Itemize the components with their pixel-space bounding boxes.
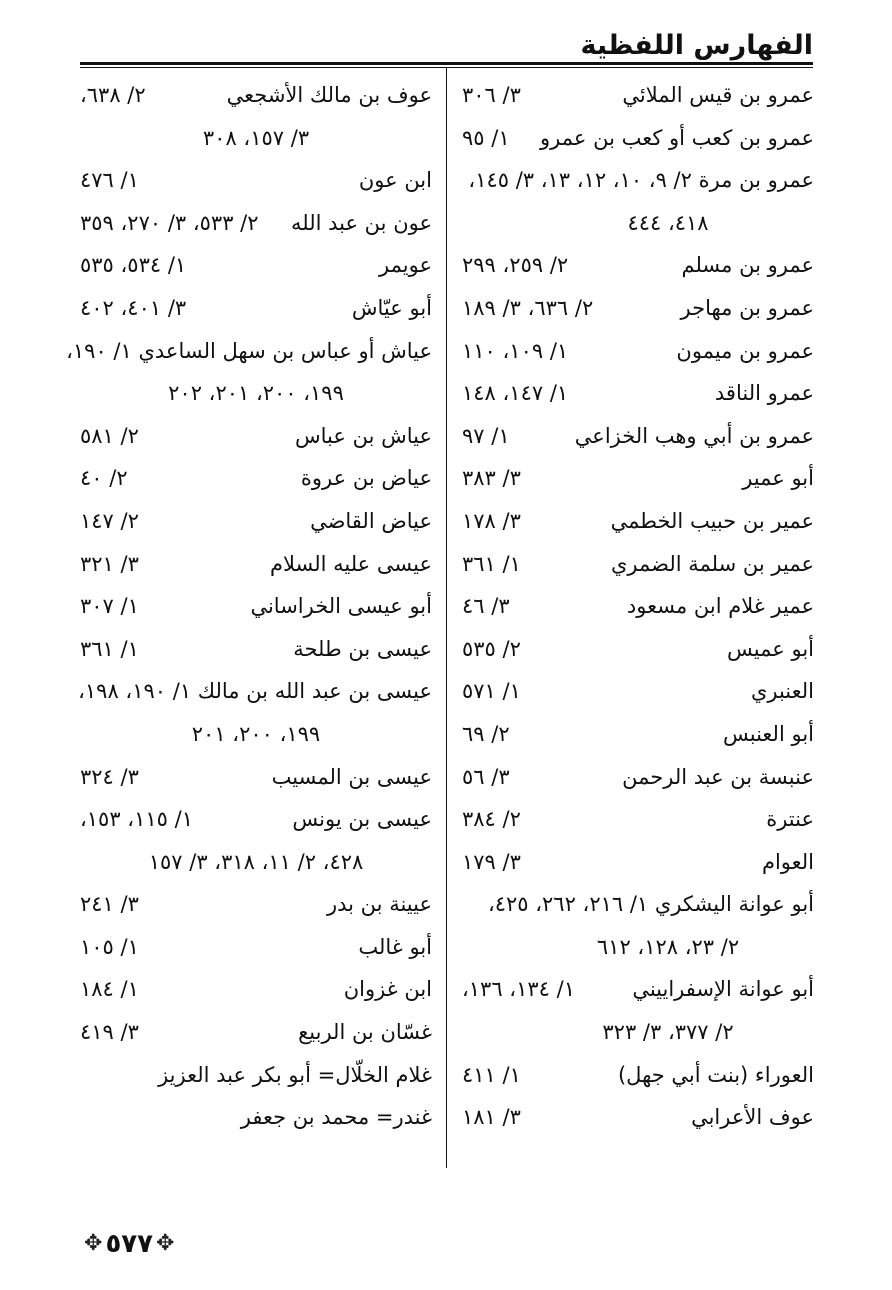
entry-name: أبو عيسى الخراساني [250, 594, 432, 619]
entry-name: ٤٢٨، ٢/ ١١، ٣١٨، ٣/ ١٥٧ [148, 849, 364, 874]
index-entry [80, 756, 432, 799]
index-entry [462, 585, 814, 628]
entry-name: ابن عون [358, 168, 432, 193]
index-entry [80, 202, 432, 245]
entry-name: عيسى عليه السلام [269, 551, 432, 576]
index-entry [462, 713, 814, 756]
entry-name: عمرو الناقد [714, 381, 814, 406]
entry-name: ٣/ ١٥٧، ٣٠٨ [202, 125, 310, 150]
entry-name: عويمر [379, 253, 432, 278]
index-entry [462, 798, 814, 841]
entry-reference: ١/ ٤١١ [462, 1062, 521, 1087]
index-entry [462, 543, 814, 586]
entry-name: ٤١٨، ٤٤٤ [627, 210, 709, 235]
entry-reference: ١/ ١٤٧، ١٤٨ [462, 381, 569, 406]
entry-name: أبو غالب [358, 934, 432, 959]
index-entry [80, 926, 432, 969]
index-entry [80, 457, 432, 500]
entry-reference: ٣/ ٣٢٤ [80, 764, 139, 789]
entry-reference: ٢/ ٥٣٥ [462, 636, 521, 661]
entry-name: أبو عميس [727, 636, 814, 661]
header-rule-thick [80, 62, 813, 65]
entry-reference: ٣/ ٣٨٣ [462, 466, 521, 491]
entry-reference: ٣/ ١٧٩ [462, 849, 521, 874]
index-entry [462, 500, 814, 543]
entry-name: العوام [761, 849, 814, 874]
index-entry [462, 117, 814, 160]
entry-name: عياض القاضي [310, 508, 432, 533]
entry-name: عمير غلام ابن مسعود [626, 594, 814, 619]
index-entry [462, 159, 814, 202]
index-entry [462, 628, 814, 671]
entry-name: عمرو بن مسلم [681, 253, 814, 278]
entry-name: عياض بن عروة [300, 466, 432, 491]
index-entry [462, 372, 814, 415]
entry-reference: ١/ ١٨٤ [80, 977, 139, 1002]
index-entry [66, 330, 432, 373]
entry-reference: ١/ ٣٦١ [80, 636, 139, 661]
entry-reference: ٣/ ١٧٨ [462, 508, 521, 533]
entry-name: عمرو بن مرة ٢/ ٩، ١٠، ١٢، ١٣، ٣/ ١٤٥، [468, 168, 814, 193]
entry-reference: ١/ ٥٣٤، ٥٣٥ [80, 253, 187, 278]
index-entry [462, 670, 814, 713]
index-entry [80, 117, 432, 160]
entry-name: أبو عمير [742, 466, 814, 491]
entry-name: عمير بن حبيب الخطمي [610, 508, 814, 533]
entry-name: غلام الخلّال= أبو بكر عبد العزيز [158, 1062, 432, 1087]
column-divider [446, 68, 447, 1168]
entry-name: عيينة بن بدر [327, 892, 432, 917]
index-entry [80, 798, 432, 841]
entry-name: عوف الأعرابي [691, 1105, 814, 1130]
index-entry [462, 287, 814, 330]
index-entry [80, 841, 432, 884]
index-entry [462, 244, 814, 287]
entry-reference: ٣/ ٥٦ [462, 764, 510, 789]
entry-name: أبو عوانة اليشكري ١/ ٢١٦، ٢٦٢، ٤٢٥، [487, 892, 814, 917]
index-entry [80, 244, 432, 287]
index-entry [80, 287, 432, 330]
entry-name: أبو العنبس [722, 721, 814, 746]
entry-name: عيسى بن المسيب [271, 764, 432, 789]
entry-name: عياش أو عباس بن سهل الساعدي ١/ ١٩٠، [66, 338, 432, 363]
index-entry [462, 330, 814, 373]
index-entry [462, 841, 814, 884]
entry-name: عمرو بن قيس الملائي [622, 83, 814, 107]
entry-reference: ٣/ ٤١٩ [80, 1020, 139, 1045]
entry-name: عيسى بن عبد الله بن مالك ١/ ١٩٠، ١٩٨، [78, 679, 432, 704]
ornament-icon: ✥ [156, 1231, 175, 1256]
index-entry [80, 1011, 432, 1054]
index-entry [462, 968, 814, 1011]
entry-name: عمير بن سلمة الضمري [610, 551, 814, 576]
entry-name: ٢/ ٢٣، ١٢٨، ٦١٢ [596, 934, 740, 959]
entry-name: عياش بن عباس [295, 423, 432, 448]
index-entry [462, 202, 814, 245]
entry-reference: ١/ ١١٥، ١٥٣، [80, 807, 193, 832]
entry-reference: ٢/ ٦٩ [462, 721, 510, 746]
index-entry [80, 74, 432, 117]
index-column-right [462, 74, 814, 1139]
index-entry [462, 1096, 814, 1139]
entry-reference: ١/ ٣٦١ [462, 551, 521, 576]
page-footer [84, 1227, 174, 1261]
entry-name: ١٩٩، ٢٠٠، ٢٠١ [191, 721, 321, 746]
index-entry [80, 628, 432, 671]
index-entry [462, 926, 814, 969]
page-number: ٥٧٧ [105, 1229, 154, 1259]
index-entry [80, 968, 432, 1011]
entry-name: عمرو بن كعب أو كعب بن عمرو [540, 125, 814, 150]
index-entry [80, 1054, 432, 1097]
entry-reference: ٢/ ٣٨٤ [462, 807, 521, 832]
entry-name: العنبري [750, 679, 814, 704]
entry-reference: ٢/ ١٤٧ [80, 508, 139, 533]
entry-name: عنبسة بن عبد الرحمن [622, 764, 814, 789]
entry-reference: ٣/ ٢٤١ [80, 892, 139, 917]
entry-reference: ١/ ٣٠٧ [80, 594, 139, 619]
entry-reference: ١/ ٩٧ [462, 423, 510, 448]
index-entry [80, 713, 432, 756]
index-entry [462, 883, 814, 926]
entry-name: ٢/ ٣٧٧، ٣/ ٣٢٣ [602, 1020, 734, 1045]
entry-name: عنترة [766, 807, 814, 832]
ornament-icon: ✥ [84, 1231, 103, 1256]
entry-name: عيسى بن يونس [292, 807, 432, 832]
index-entry [80, 585, 432, 628]
entry-reference: ٣/ ٤٠١، ٤٠٢ [80, 295, 187, 320]
index-entry [462, 457, 814, 500]
index-entry [80, 883, 432, 926]
entry-name: عمرو بن أبي وهب الخزاعي [574, 423, 814, 448]
entry-name: عيسى بن طلحة [293, 636, 432, 661]
entry-reference: ١/ ١٣٤، ١٣٦، [462, 977, 575, 1002]
entry-name: عون بن عبد الله [291, 210, 432, 235]
entry-name: ابن غزوان [343, 977, 432, 1002]
entry-reference: ٣/ ٣٢١ [80, 551, 139, 576]
index-entry [80, 159, 432, 202]
entry-name: ١٩٩، ٢٠٠، ٢٠١، ٢٠٢ [168, 381, 344, 406]
entry-reference: ٣/ ٣٠٦ [462, 83, 521, 107]
index-entry [462, 756, 814, 799]
index-entry [80, 543, 432, 586]
entry-reference: ١/ ١٠٩، ١١٠ [462, 338, 569, 363]
index-entry [80, 670, 432, 713]
entry-reference: ١/ ١٠٥ [80, 934, 139, 959]
index-entry [80, 1096, 432, 1139]
entry-name: غسّان بن الربيع [298, 1020, 432, 1045]
entry-reference: ٢/ ٥٣٣، ٣/ ٢٧٠، ٣٥٩ [80, 210, 259, 235]
entry-name: العوراء (بنت أبي جهل) [617, 1062, 814, 1087]
entry-reference: ٢/ ٦٣٦، ٣/ ١٨٩ [462, 295, 594, 320]
entry-reference: ٢/ ٦٣٨، [80, 83, 146, 107]
entry-name: عوف بن مالك الأشجعي [226, 83, 432, 107]
entry-reference: ٢/ ٤٠ [80, 466, 128, 491]
entry-reference: ٣/ ٤٦ [462, 594, 510, 619]
entry-reference: ٣/ ١٨١ [462, 1105, 521, 1130]
index-entry [80, 415, 432, 458]
entry-name: غندر= محمد بن جعفر [240, 1105, 432, 1130]
entry-name: أبو عوانة الإسفراييني [632, 977, 814, 1002]
entry-name: أبو عيّاش [351, 295, 432, 320]
index-entry [462, 415, 814, 458]
index-entry [462, 74, 814, 117]
entry-name: عمرو بن ميمون [676, 338, 814, 363]
entry-name: عمرو بن مهاجر [680, 295, 814, 320]
index-entry [462, 1011, 814, 1054]
page-header [80, 28, 813, 64]
entry-reference: ١/ ٤٧٦ [80, 168, 139, 193]
entry-reference: ١/ ٥٧١ [462, 679, 521, 704]
entry-reference: ٢/ ٥٨١ [80, 423, 139, 448]
page-title: الفهارس اللفظية [580, 30, 813, 61]
index-entry [80, 500, 432, 543]
entry-reference: ١/ ٩٥ [462, 125, 510, 150]
entry-reference: ٢/ ٢٥٩، ٢٩٩ [462, 253, 569, 278]
index-entry [462, 1054, 814, 1097]
index-entry [80, 372, 432, 415]
index-column-left [66, 74, 432, 1139]
